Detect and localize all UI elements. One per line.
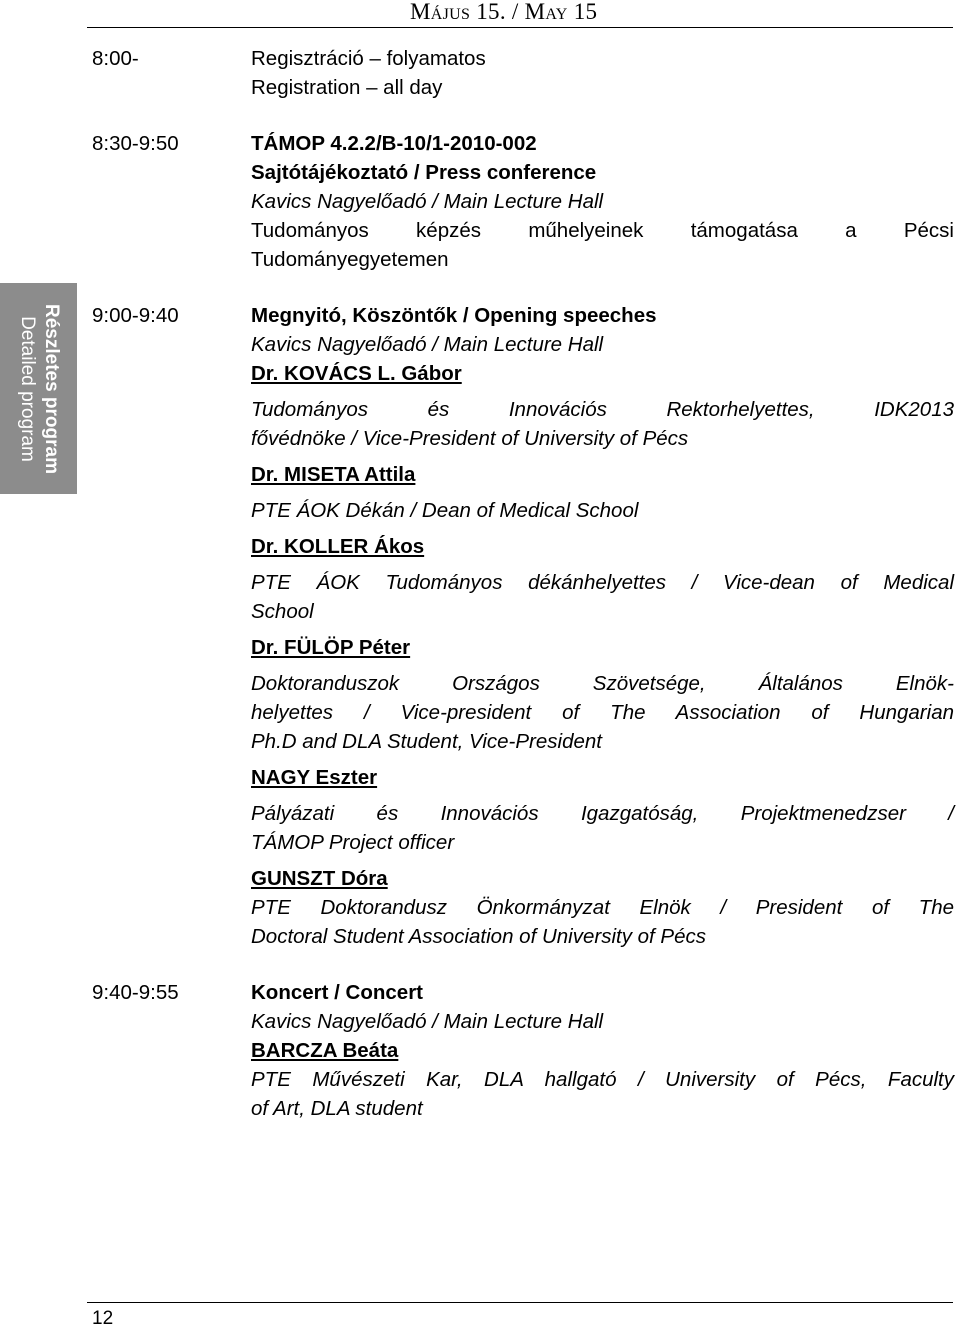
project-code: TÁMOP 4.2.2/B-10/1-2010-002 [251,132,537,155]
footer-rule [87,1302,953,1303]
speaker-name: Dr. KOVÁCS L. Gábor [251,362,462,385]
session-title: Sajtótájékoztató / Press conference [251,161,597,184]
registration-hu: Regisztráció – folyamatos [251,47,486,70]
project-title-line2: Tudományegyetemen [251,248,449,271]
time-slot: 8:00- [92,47,139,70]
speaker-role: PTE ÁOK Tudományos dékánhelyettes / Vice-dean of Medical [251,571,954,594]
session-title: Megnyitó, Köszöntők / Opening speeches [251,304,657,327]
time-slot: 9:00-9:40 [92,304,179,327]
side-tab [0,283,77,494]
speaker-role: helyettes / Vice-president of The Association of Hungarian [251,701,954,724]
speaker-role: PTE ÁOK Dékán / Dean of Medical School [251,499,639,522]
speaker-role: PTE Doktorandusz Önkormányzat Elnök / President of The [251,896,954,919]
page-number: 12 [92,1308,114,1329]
speaker-role: fővédnöke / Vice-President of University of Pécs [251,427,689,450]
speaker-role: Ph.D and DLA Student, Vice-President [251,730,602,753]
speaker-name: GUNSZT Dóra [251,867,388,890]
speaker-name: Dr. KOLLER Ákos [251,535,425,558]
header-date: Május 15. / May 15 [410,0,598,24]
speaker-role: Doktoranduszok Országos Szövetsége, Általános Elnök- [251,672,954,695]
speaker-role: Tudományos és Innovációs Rektorhelyettes, IDK2013 [251,398,954,421]
session-hall: Kavics Nagyelőadó / Main Lecture Hall [251,190,604,213]
speaker-role: Doctoral Student Association of University of Pécs [251,925,707,948]
side-tab-label-hu: Részletes program [40,303,62,474]
header-rule [87,27,953,28]
side-tab-label-en: Detailed program [16,315,38,462]
performer-role: of Art, DLA student [251,1097,423,1120]
speaker-name: NAGY Eszter [251,766,378,789]
speaker-role: TÁMOP Project officer [251,831,455,854]
speaker-name: Dr. FÜLÖP Péter [251,636,411,659]
performer-role: PTE Művészeti Kar, DLA hallgató / University of Pécs, Faculty [251,1068,954,1091]
performer-name: BARCZA Beáta [251,1039,399,1062]
registration-en: Registration – all day [251,76,443,99]
project-title-line1: Tudományos képzés műhelyeinek támogatása a Pécsi [251,219,954,242]
speaker-name: Dr. MISETA Attila [251,463,416,486]
session-title: Koncert / Concert [251,981,423,1004]
speaker-role: School [251,600,314,623]
speaker-role: Pályázati és Innovációs Igazgatóság, Projektmenedzser / [251,802,954,825]
time-slot: 9:40-9:55 [92,981,179,1004]
time-slot: 8:30-9:50 [92,132,179,155]
session-hall: Kavics Nagyelőadó / Main Lecture Hall [251,333,604,356]
session-hall: Kavics Nagyelőadó / Main Lecture Hall [251,1010,604,1033]
